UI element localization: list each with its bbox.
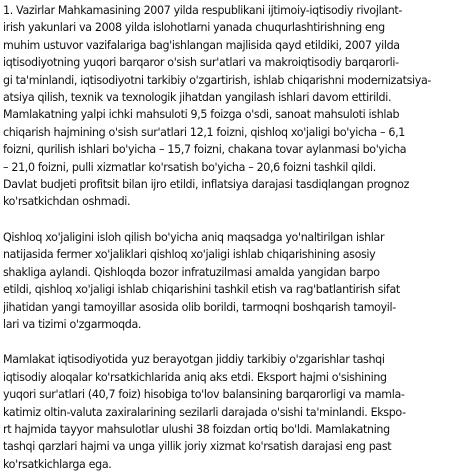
text-line: Mamlakatning yalpi ichki mahsuloti 9,5 foizga o'sdi, sanoat mahsuloti ishlab xyxy=(3,108,400,122)
text-line: Qishloq xo'jaligini isloh qilish bo'yicha aniq maqsadga yo'naltirilgan ishlar xyxy=(3,230,385,244)
text-line: katimiz oltin-valuta zaxiralarining sezilarli darajada o'sishi ta'minlandi. Ekspo- xyxy=(3,405,406,419)
text-line: atsiya qilish, texnik va texnologik jihatdan yangilash ishlari davom ettirildi. xyxy=(3,91,392,105)
text-line: iqtisodiyotning yuqori barqaror o'sish sur'atlari va makroiqtisodiy barqarorli- xyxy=(3,56,399,70)
text-line: yuqori sur'atlari (40,7 foiz) hisobiga to'lov balansining barqarorligi va mamla- xyxy=(3,388,405,402)
paragraph-1 xyxy=(3,2,447,211)
text-line: foizni, qurilish ishlari bo'yicha – 15,7 foizni, chakana tovar aylanmasi bo'yicha xyxy=(3,143,407,157)
paragraph-3 xyxy=(3,351,447,473)
text-line: tashqi qarzlari hajmi va unga yillik joriy xizmat ko'rsatish darajasi eng past xyxy=(3,440,392,454)
text-line: iqtisodiy aloqalar ko'rsatkichlarida aniq aks etdi. Eksport hajmi o'sishining xyxy=(3,370,387,384)
paragraph-gap xyxy=(3,211,447,229)
text-line: rt hajmida tayyor mahsulotlar ulushi 38 foizdan ortiq bo'ldi. Mamlakatning xyxy=(3,422,390,436)
text-line: chiqarish hajmining o'sish sur'atlari 12,1 foizni, qishloq xo'jaligi bo'yicha – 6,1 xyxy=(3,125,405,139)
text-line: 1. Vazirlar Mahkamasining 2007 yilda respublikani ijtimoiy-iqtisodiy rivojlant- xyxy=(3,4,403,17)
text-line: ko'rsatkichdan oshmadi. xyxy=(3,195,131,209)
text-line: irish yakunlari va 2008 yilda islohotlarni yanada chuqurlashtirishning eng xyxy=(3,21,385,35)
text-line: gi ta'minlandi, iqtisodiyotni tarkibiy o'zgartirish, ishlab chiqarishni modernizatsiya- xyxy=(3,73,432,87)
text-line: Mamlakat iqtisodiyotida yuz berayotgan jiddiy tarkibiy o'zgarishlar tashqi xyxy=(3,353,385,367)
text-line: ko'rsatkichlarga ega. xyxy=(3,457,112,471)
text-line: – 21,0 foizni, pulli xizmatlar ko'rsatish bo'yicha – 20,6 foizni tashkil qildi. xyxy=(3,160,376,174)
text-line: natijasida fermer xo'jaliklari qishloq xo'jaligi ishlab chiqarishining asosiy xyxy=(3,248,376,262)
text-line: muhim ustuvor vazifalariga bag'ishlangan majlisida qayd etildiki, 2007 yilda xyxy=(3,38,400,52)
text-line: shakliga aylandi. Qishloqda bozor infratuzilmasi amalda yangidan barpo xyxy=(3,265,380,279)
text-line: etildi, qishloq xo'jaligi ishlab chiqarishini tashkil etish va rag'batlantirish sifat xyxy=(3,283,400,297)
paragraph-2 xyxy=(3,229,447,333)
text-line: Davlat budjeti profitsit bilan ijro etildi, inflatsiya darajasi tasdiqlangan prognoz xyxy=(3,178,410,192)
text-line: lari va tizimi o'zgarmoqda. xyxy=(3,317,142,331)
text-line: jihatidan yangi tamoyillar asosida olib borildi, tarmoqni boshqarish tamoyil- xyxy=(3,300,396,314)
paragraph-gap xyxy=(3,333,447,351)
